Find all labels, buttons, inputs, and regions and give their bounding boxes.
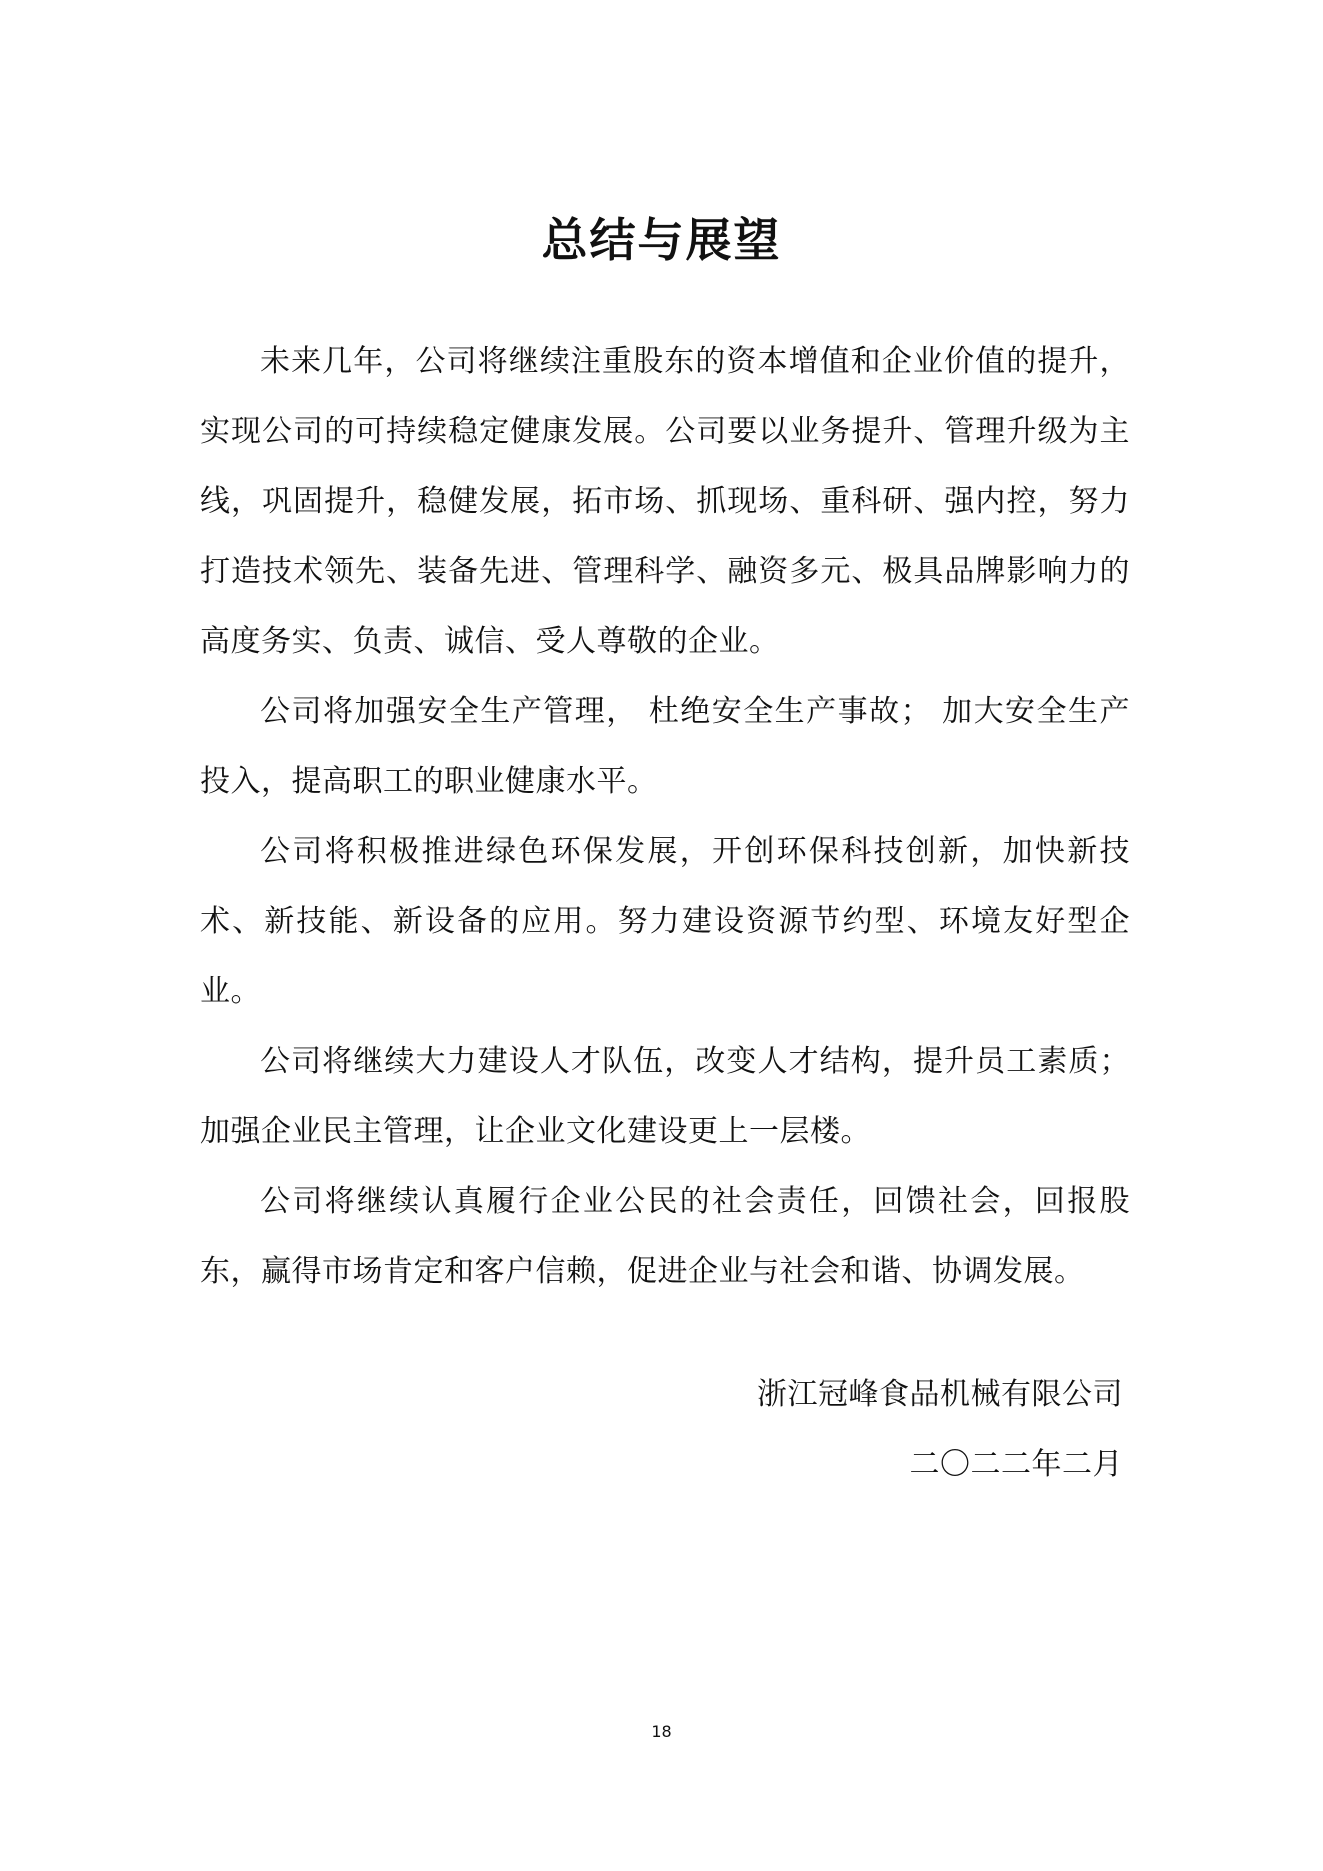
- page-number: 18: [651, 1722, 672, 1741]
- paragraph-4: 公司将继续大力建设人才队伍，改变人才结构，提升员工素质；加强企业民主管理，让企业文化建设更上一层楼。: [200, 1044, 1130, 1149]
- paragraph-3: 公司将积极推进绿色环保发展，开创环保科技创新，加快新技术、新技能、新设备的应用。努力建设资源节约型、环境友好型企业。: [200, 834, 1130, 1009]
- signature-block: [757, 1360, 1123, 1500]
- signature-date: 二〇二二年二月: [909, 1447, 1123, 1482]
- paragraph-5: 公司将继续认真履行企业公民的社会责任，回馈社会，回报股东，赢得市场肯定和客户信赖，促进企业与社会和谐、协调发展。: [200, 1184, 1130, 1289]
- paragraph-1: 未来几年，公司将继续注重股东的资本增值和企业价值的提升，实现公司的可持续稳定健康发展。公司要以业务提升、管理升级为主线，巩固提升，稳健发展，拓市场、抓现场、重科研、强内控，努力打造技术领先、装备先进、管理科学、融资多元、极具品牌影响力的高度务实、负责、诚信、受人尊敬的企业。: [200, 344, 1130, 659]
- body-text: [200, 327, 1130, 1307]
- signature-company: 浙江冠峰食品机械有限公司: [757, 1377, 1123, 1412]
- paragraph-2: 公司将加强安全生产管理， 杜绝安全生产事故； 加大安全生产投入，提高职工的职业健康水平。: [200, 694, 1130, 799]
- page-title: 总结与展望: [541, 213, 782, 267]
